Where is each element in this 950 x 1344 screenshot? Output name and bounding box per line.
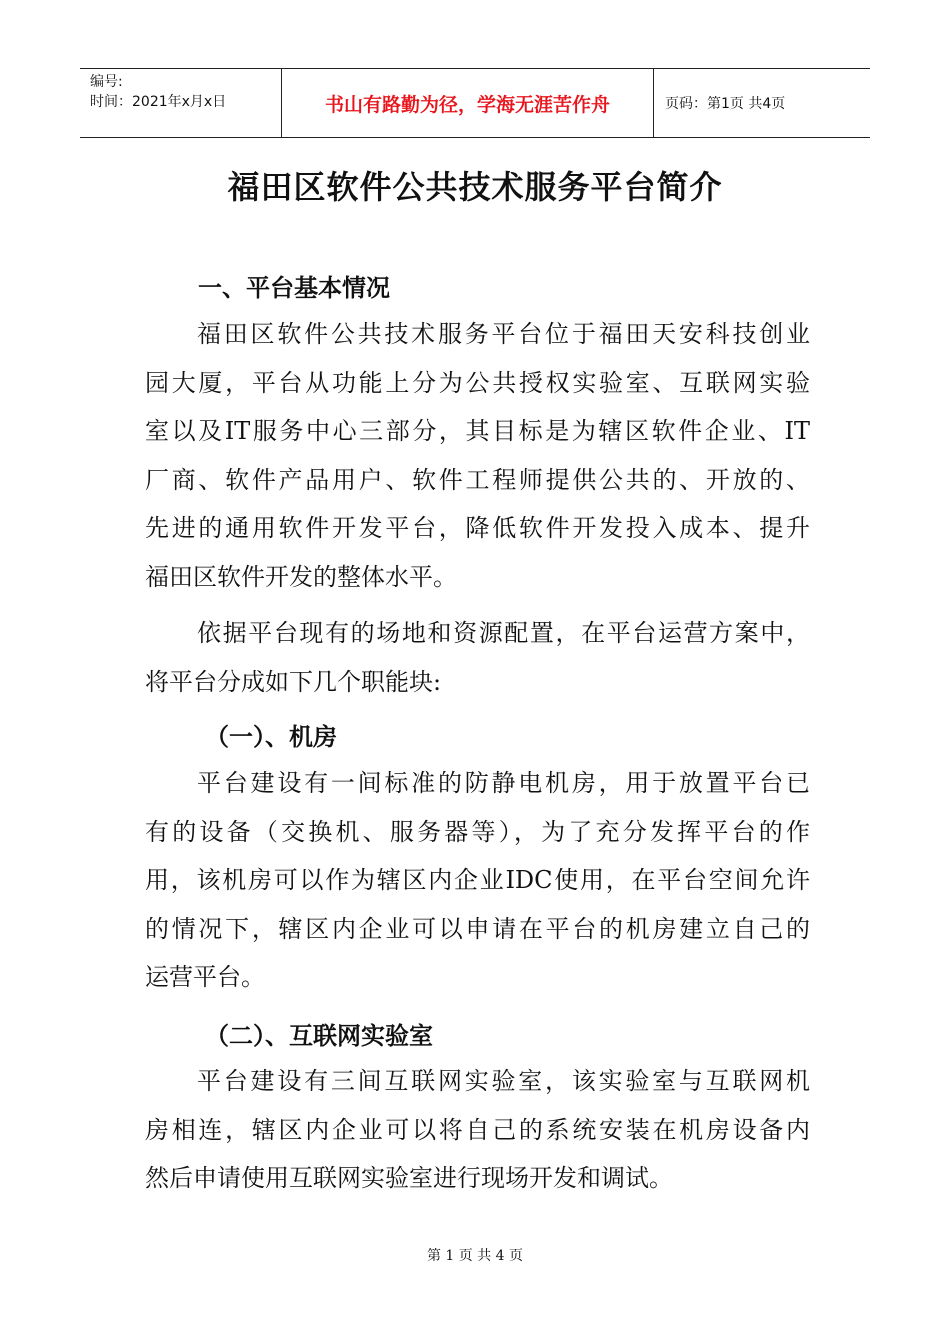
paragraph-line: 用，该机房可以作为辖区内企业IDC使用，在平台空间允许	[145, 866, 810, 894]
paragraph-line: 厂商、软件产品用户、软件工程师提供公共的、开放的、	[145, 465, 810, 494]
header-meta-cell	[80, 69, 282, 137]
paragraph-line: 福田区软件公共技术服务平台位于福田天安科技创业	[197, 320, 810, 348]
paragraph-line: 将平台分成如下几个职能块:	[145, 667, 442, 696]
paragraph-1	[145, 310, 810, 601]
section-heading-1: 一、平台基本情况	[198, 274, 390, 302]
paragraph-3	[145, 759, 810, 1002]
header-table	[80, 68, 870, 138]
subsection-heading-1: （一）、机房	[205, 723, 337, 751]
document-title: 福田区软件公共技术服务平台简介	[227, 168, 723, 206]
paragraph-line: 园大厦，平台从功能上分为公共授权实验室、互联网实验	[145, 368, 810, 397]
document-time: 时间：2021年x月x日	[90, 94, 227, 110]
paragraph-line: 平台建设有一间标准的防静电机房，用于放置平台已	[197, 769, 810, 797]
paragraph-line: 的情况下，辖区内企业可以申请在平台的机房建立自己的	[145, 914, 810, 943]
paragraph-line: 福田区软件开发的整体水平。	[145, 562, 457, 591]
header-motto: 书山有路勤为径，学海无涯苦作舟	[282, 69, 654, 137]
paragraph-4	[145, 1057, 810, 1203]
paragraph-line: 平台建设有三间互联网实验室，该实验室与互联网机	[197, 1067, 810, 1095]
paragraph-line: 先进的通用软件开发平台，降低软件开发投入成本、提升	[145, 514, 810, 542]
paragraph-line: 室以及IT服务中心三部分，其目标是为辖区软件企业、IT	[145, 417, 810, 445]
paragraph-line: 然后申请使用互联网实验室进行现场开发和调试。	[145, 1164, 673, 1192]
paragraph-line: 依据平台现有的场地和资源配置，在平台运营方案中，	[197, 619, 810, 647]
paragraph-line: 有的设备（交换机、服务器等），为了充分发挥平台的作	[145, 817, 810, 846]
document-number-label: 编号:	[90, 74, 123, 90]
page-footer: 第 1 页 共 4 页	[426, 1248, 524, 1264]
paragraph-line: 运营平台。	[145, 963, 265, 991]
paragraph-2	[145, 609, 810, 706]
paragraph-line: 房相连，辖区内企业可以将自己的系统安装在机房设备内	[145, 1115, 810, 1144]
subsection-heading-2: （二）、互联网实验室	[205, 1022, 433, 1050]
header-page-info: 页码：第1页 共4页	[665, 96, 786, 112]
